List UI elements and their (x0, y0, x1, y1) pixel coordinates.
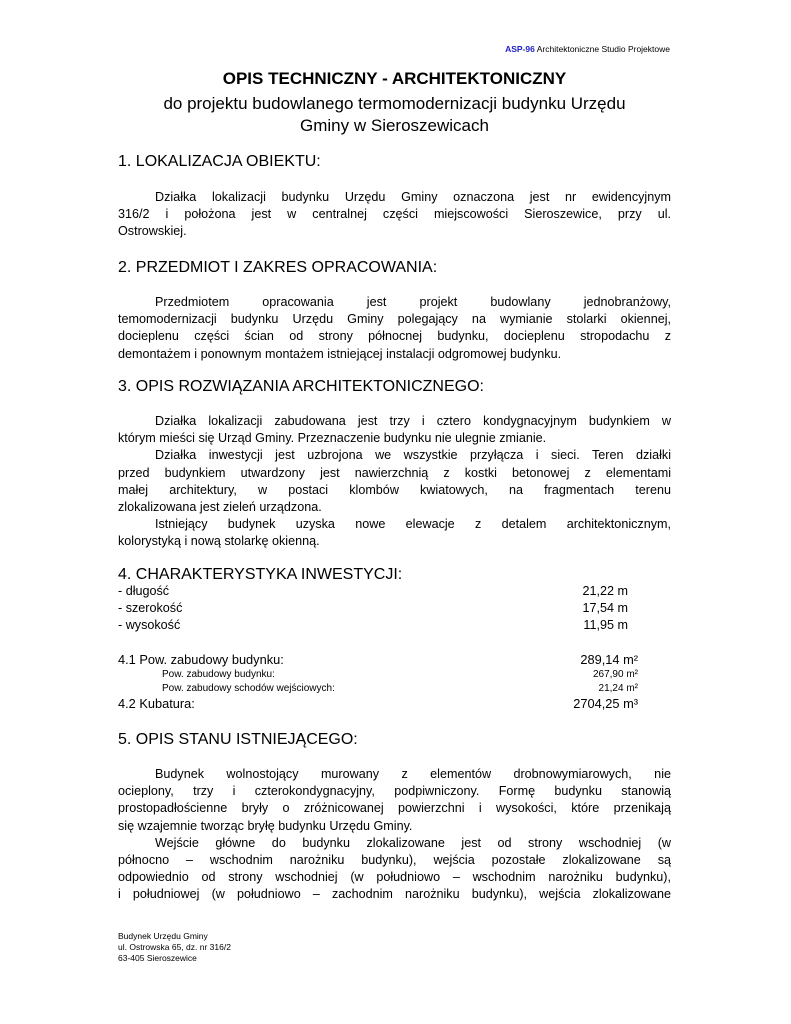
text-line: Przedmiotem opracowania jest projekt budowlany jednobranżowy, (155, 295, 671, 309)
area-part-label: Pow. zabudowy schodów wejściowych: (162, 683, 335, 694)
dimension-row (118, 601, 638, 618)
text-line: się wzajemnie tworząc bryłę budynku Urzędu Gminy. (118, 818, 413, 833)
footer-line: 63-405 Sieroszewice (118, 953, 197, 963)
dimension-label: - szerokość (118, 601, 183, 615)
text-line: małej architektury, w postaci klombów kwiatowych, na fragmentach terenu (118, 482, 671, 497)
section-heading-location: 1. LOKALIZACJA OBIEKTU: (118, 153, 321, 170)
area-part-label: Pow. zabudowy budynku: (162, 669, 275, 680)
dimension-label: - długość (118, 584, 170, 598)
text-line: Ostrowskiej. (118, 224, 187, 239)
section-heading-scope: 2. PRZEDMIOT I ZAKRES OPRACOWANIA: (118, 259, 438, 276)
text-line: odpowiednio od strony wschodniej (w południowo – wschodnim narożniku budynku), (118, 870, 671, 885)
text-line: Działka lokalizacji budynku Urzędu Gminy oznaczona jest nr ewidencyjnym (155, 190, 671, 204)
built-area-label: 4.1 Pow. zabudowy budynku: (118, 652, 284, 667)
subtitle-line: Gminy w Sieroszewicach (300, 116, 489, 135)
dimension-row (118, 618, 638, 635)
volume-row (118, 696, 638, 713)
text-line: demontażem i ponownym montażem istniejącej instalacji odgromowej budynku. (118, 346, 562, 361)
footer-line: Budynek Urzędu Gminy (118, 931, 208, 941)
document-subtitle (118, 93, 671, 137)
text-line: Budynek wolnostojący murowany z elementów drobnowymiarowych, nie (155, 767, 671, 781)
text-line: Działka lokalizacji zabudowana jest trzy i cztero kondygnacyjnym budynkiem w (155, 414, 671, 428)
section-heading-existing-state: 5. OPIS STANU ISTNIEJĄCEGO: (118, 731, 358, 748)
text-line: i południowej (w południowo – zachodnim narożniku budynku), wejścia zlokalizowane (118, 887, 671, 902)
text-line: docieplenu części ścian od strony północnej budynku, docieplenu stropodachu z (118, 329, 671, 344)
area-part-value: 267,90 m² (592, 669, 638, 680)
text-line: Działka inwestycji jest uzbrojona we wszystkie przyłącza i sieci. Teren działki (155, 448, 671, 463)
text-line: prostopadłościenne bryły o zróżnicowanej powierzchni i wysokości, które przenikają (118, 801, 671, 816)
dimension-row (118, 584, 638, 601)
section-scope-text (118, 294, 671, 363)
text-line: zlokalizowana jest zieleń urządzona. (118, 500, 322, 515)
subtitle-line: do projektu budowlanego termomodernizacji budynku Urzędu (163, 94, 626, 113)
document-title: OPIS TECHNICZNY - ARCHITEKTONICZNY (222, 69, 567, 88)
text-line: przed budynkiem utwardzony jest nawierzchnią z kostki betonowej z elementami (118, 465, 671, 480)
volume-label: 4.2 Kubatura: (118, 696, 195, 711)
built-area-value: 289,14 m² (580, 652, 638, 667)
page-header (505, 44, 670, 54)
area-part-row (162, 669, 638, 682)
header-code: ASP-96 (505, 44, 535, 54)
built-area-row (118, 652, 638, 669)
section-heading-architecture: 3. OPIS ROZWIĄZANIA ARCHITEKTONICZNEGO: (118, 378, 484, 395)
text-line: Wejście główne do budynku zlokalizowane jest od strony wschodniej (w (155, 835, 671, 850)
text-line: Istniejący budynek uzyska nowe elewacje z detalem architektonicznym, (155, 517, 671, 532)
text-line: 316/2 i położona jest w centralnej części miejscowości Sieroszewice, przy ul. (118, 207, 671, 222)
dimension-value: 21,22 m (582, 584, 628, 598)
text-line: temomodernizacji budynku Urzędu Gminy polegający na wymianie stolarki okiennej, (118, 312, 671, 327)
section-location-text (118, 189, 671, 241)
text-line: ocieplony, trzy i czterokondygnacyjny, podpiwniczony. Formę budynku stanowią (118, 784, 671, 799)
dimension-value: 17,54 m (582, 601, 628, 615)
section-architecture-text (118, 413, 671, 551)
dimension-value: 11,95 m (583, 618, 628, 632)
section-heading-characteristics: 4. CHARAKTERYSTYKA INWESTYCJI: (118, 566, 403, 583)
text-line: północno – wschodnim narożniku budynku), wejścia pozostałe zlokalizowane są (118, 853, 671, 868)
footer-line: ul. Ostrowska 65, dz. nr 316/2 (118, 942, 231, 952)
text-line: kolorystyką i nową stolarkę okienną. (118, 534, 320, 549)
dimension-label: - wysokość (118, 618, 181, 632)
area-part-value: 21,24 m² (598, 683, 638, 694)
header-studio: Architektoniczne Studio Projektowe (536, 44, 670, 54)
area-part-row (162, 683, 638, 696)
text-line: którym mieści się Urząd Gminy. Przeznaczenie budynku nie ulegnie zmianie. (118, 431, 547, 446)
volume-value: 2704,25 m³ (573, 696, 638, 711)
section-existing-state-text (118, 766, 671, 904)
page-footer (118, 931, 231, 964)
